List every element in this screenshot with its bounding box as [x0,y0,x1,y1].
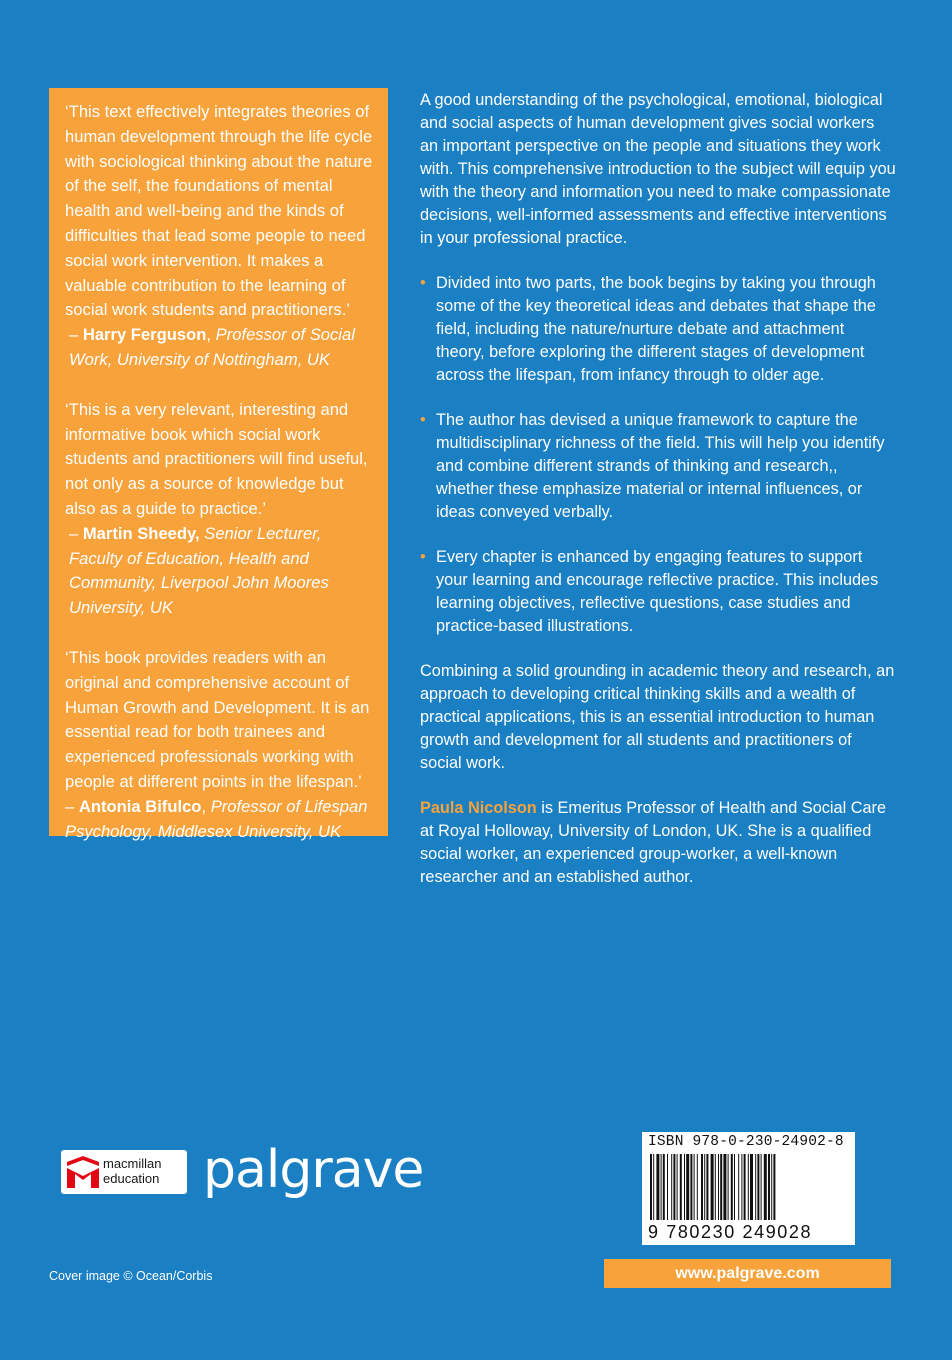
publisher-url: www.palgrave.com [604,1259,891,1288]
author-bio [420,797,896,889]
barcode-bar [734,1154,735,1220]
barcode-bar [680,1154,682,1220]
barcode-bar [761,1154,762,1220]
barcode-bars [650,1154,847,1224]
endorsement-quote [65,646,374,844]
endorsement-quote [65,100,374,373]
feature-bullet [420,272,896,387]
quote-author-role: Professor of Social Work, University of Nottingham, UK [69,325,355,369]
endorsements-box [49,88,388,841]
barcode-bar [656,1154,659,1220]
palgrave-logo: palgrave [203,1140,424,1200]
barcode-bar [755,1154,756,1220]
macmillan-education-logo [61,1150,187,1194]
quote-attribution: – Harry Ferguson, Professor of Social Work, University of Nottingham, UK [69,325,355,369]
barcode-bar [771,1154,772,1220]
quote-author-name: Martin Sheedy, [82,523,200,543]
isbn-barcode [642,1132,855,1245]
bullet-icon: • [420,548,426,566]
education-text: education [103,1171,160,1186]
cover-credit: Cover image © Ocean/Corbis [49,1269,213,1283]
book-description [420,89,896,911]
bullet-text: Divided into two parts, the book begins by taking you through some of the key theoretical ideas and debates that shape the field, including the nature/nurture debate and attachment theory, before exploring the different stages of development across the lifespan, from infancy through to older age. [436,274,876,384]
barcode-bar [663,1154,665,1220]
barcode-bar [764,1154,767,1220]
barcode-bar [718,1154,719,1220]
feature-bullet [420,546,896,638]
isbn-digits: 9 780230 249028 [648,1222,813,1242]
quote-author-role: Senior Lecturer, Faculty of Education, Health and Community, Liverpool John Moores University, UK [69,523,329,618]
closing-paragraph: Combining a solid grounding in academic theory and research, an approach to developing critical thinking skills and a wealth of practical applications, this is an essential introduction to human growth and development for all students and practitioners of social work. [420,662,895,772]
barcode-bar [768,1154,770,1220]
author-bio-text: is Emeritus Professor of Health and Social Care at Royal Holloway, University of London, UK. She is a qualified social worker, an experienced group-worker, a well-known researcher and an established author. [420,799,887,886]
barcode-bar [704,1154,705,1220]
barcode-bar [677,1154,678,1220]
quote-attribution: – Martin Sheedy, Senior Lecturer, Faculty of Education, Health and Community, Liverpool John Moores University, UK [69,523,329,618]
barcode-bar [711,1154,714,1220]
endorsement-quote [65,398,374,621]
bullet-text: The author has devised a unique framework to capture the multidisciplinary richness of the field. This will help you identify and combine different strands of thinking and research,, whether these emphasize material or internal influences, or ideas conveyed verbally. [436,411,885,521]
barcode-bar [673,1154,675,1220]
barcode-bar [731,1154,733,1220]
intro-paragraph: A good understanding of the psychological, emotional, biological and social aspects of human development gives social workers an important perspective on the people and situations they work with. This comprehensive introduction to the subject will equip you with the theory and information you need to make compassionate decisions, well-informed assessments and effective interventions in your professional practice. [420,91,896,247]
barcode-bar [667,1154,668,1220]
barcode-bar [661,1154,662,1220]
barcode-bar [706,1154,708,1220]
barcode-bar [750,1154,753,1220]
feature-bullet [420,409,896,524]
barcode-bar [728,1154,729,1220]
macmillan-m-icon [67,1156,99,1188]
barcode-bar [697,1154,698,1220]
author-name: Paula Nicolson [420,799,537,817]
bullet-icon: • [420,274,426,292]
barcode-bar [715,1154,716,1220]
quote-author-name: Antonia Bifulco [78,796,202,816]
barcode-bar [653,1154,654,1220]
barcode-bar [744,1154,746,1220]
macmillan-text: macmillan [103,1156,162,1171]
barcode-bar [720,1154,722,1220]
barcode-bar [738,1154,739,1220]
barcode-bar [701,1154,703,1220]
quote-author-role: Professor of Lifespan Psychology, Middlesex University, UK [65,796,368,841]
quote-text: ‘This book provides readers with an original and comprehensive account of Human Growth and Development. It is an essential read for both trainees and experienced professionals working with people at different points in the lifespan.’ [65,647,370,791]
bullet-icon: • [420,411,426,429]
barcode-bar [686,1154,689,1220]
barcode-bar [773,1154,775,1220]
quote-attribution: – Antonia Bifulco, Professor of Lifespan Psychology, Middlesex University, UK [65,796,368,841]
quote-text: ‘This is a very relevant, interesting and informative book which social work students and practitioners will find useful, not only as a source of knowledge but also as a guide to practice.’ [65,399,368,518]
barcode-bar [748,1154,749,1220]
barcode-bar [650,1154,652,1220]
barcode-bar [684,1154,685,1220]
quote-text: ‘This text effectively integrates theories of human development through the life cycle with sociological thinking about the nature of the self, the foundations of mental health and well-being and the kinds of difficulties that lead some people to need social work intervention. It makes a valuable contribution to the learning of social work students and practitioners.’ [65,102,373,320]
bullet-text: Every chapter is enhanced by engaging features to support your learning and encourage reflective practice. This includes learning objectives, reflective questions, case studies and practice-based illustrations. [436,548,879,635]
barcode-bar [690,1154,692,1220]
quote-author-name: Harry Ferguson [82,325,207,345]
barcode-bar [671,1154,672,1220]
barcode-bar [741,1154,742,1220]
isbn-label: ISBN 978-0-230-24902-8 [648,1134,844,1150]
barcode-bar [757,1154,759,1220]
barcode-bar [723,1154,726,1220]
barcode-bar [694,1154,695,1220]
